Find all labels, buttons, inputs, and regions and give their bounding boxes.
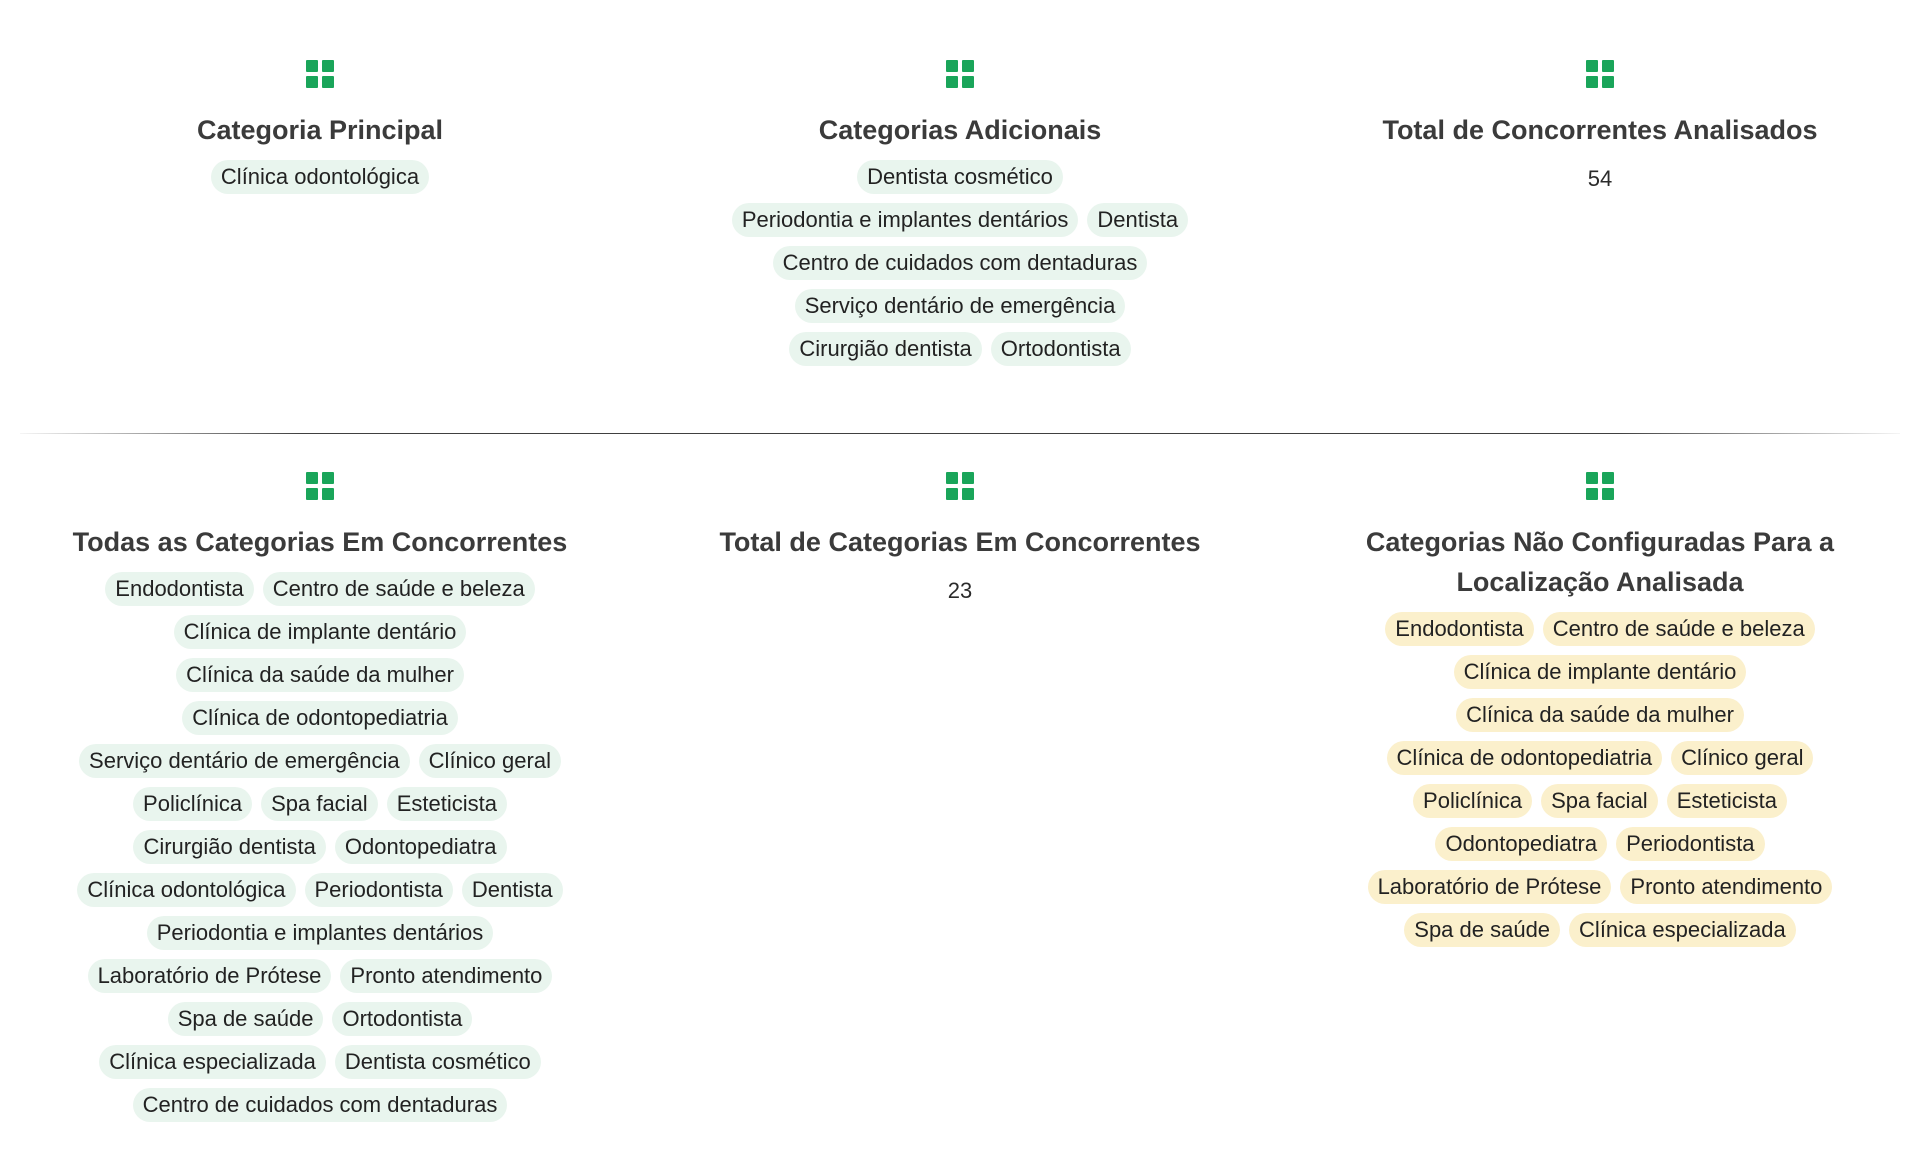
category-tag: Periodontista (1616, 827, 1764, 861)
category-tag: Clínica de implante dentário (174, 615, 467, 649)
card-total-categorias (640, 472, 1280, 1122)
category-tag: Serviço dentário de emergência (79, 744, 410, 778)
category-tag: Dentista cosmético (857, 160, 1063, 194)
category-tag: Spa de saúde (168, 1002, 324, 1036)
category-tag: Serviço dentário de emergência (795, 289, 1126, 323)
category-tag: Cirurgião dentista (133, 830, 325, 864)
grid-icon (946, 472, 974, 500)
card-total-concorrentes (1280, 60, 1920, 366)
category-tag: Clínico geral (419, 744, 561, 778)
category-tag: Laboratório de Prótese (1368, 870, 1612, 904)
category-tag: Esteticista (1667, 784, 1787, 818)
category-tag: Spa de saúde (1404, 913, 1560, 947)
category-tag: Clínica de odontopediatria (1387, 741, 1663, 775)
category-tag: Clínica de implante dentário (1454, 655, 1747, 689)
category-tag: Esteticista (387, 787, 507, 821)
category-tag: Pronto atendimento (1620, 870, 1832, 904)
category-tag: Clínica da saúde da mulher (176, 658, 464, 692)
grid-icon (306, 472, 334, 500)
tag-list (161, 160, 479, 194)
category-tag: Periodontia e implantes dentários (732, 203, 1079, 237)
card-title: Categorias Não Configuradas Para a Localização Analisada (1365, 527, 1835, 597)
bottom-row (0, 472, 1920, 1122)
category-tag: Endodontista (105, 572, 253, 606)
grid-icon (306, 60, 334, 88)
category-tag: Ortodontista (991, 332, 1131, 366)
category-tag: Clínica especializada (99, 1045, 326, 1079)
category-tag: Clínica especializada (1569, 913, 1796, 947)
category-tag: Laboratório de Prótese (88, 959, 332, 993)
category-tag: Centro de saúde e beleza (1543, 612, 1815, 646)
tag-list (640, 160, 1280, 366)
grid-icon (946, 60, 974, 88)
category-tag: Centro de cuidados com dentaduras (773, 246, 1148, 280)
section-divider (20, 433, 1900, 434)
category-tag: Pronto atendimento (340, 959, 552, 993)
category-tag: Clínico geral (1671, 741, 1813, 775)
card-todas-categorias (0, 472, 640, 1122)
category-tag: Periodontia e implantes dentários (147, 916, 494, 950)
card-title: Categorias Adicionais (818, 115, 1102, 145)
category-tag: Centro de saúde e beleza (263, 572, 535, 606)
category-tag: Odontopediatra (335, 830, 507, 864)
grid-icon (1586, 472, 1614, 500)
category-tag: Clínica de odontopediatria (182, 701, 458, 735)
grid-icon (1586, 60, 1614, 88)
category-tag: Periodontista (305, 873, 453, 907)
category-tag: Odontopediatra (1435, 827, 1607, 861)
card-title: Todas as Categorias Em Concorrentes (72, 527, 568, 557)
category-tag: Dentista (1087, 203, 1188, 237)
total-categories-value: 23 (947, 578, 973, 603)
category-tag: Dentista (462, 873, 563, 907)
total-competitors-value: 54 (1587, 166, 1613, 191)
card-categorias-adicionais (640, 60, 1280, 366)
category-tag: Policlínica (1413, 784, 1532, 818)
top-row (0, 60, 1920, 366)
category-tag: Ortodontista (332, 1002, 472, 1036)
card-title: Total de Concorrentes Analisados (1382, 115, 1818, 145)
card-nao-configuradas (1280, 472, 1920, 1122)
card-title: Categoria Principal (196, 115, 444, 145)
tag-list (0, 572, 640, 1122)
category-tag: Clínica odontológica (211, 160, 429, 194)
category-tag: Spa facial (1541, 784, 1658, 818)
category-tag: Clínica odontológica (77, 873, 295, 907)
category-tag: Spa facial (261, 787, 378, 821)
category-tag: Dentista cosmético (335, 1045, 541, 1079)
category-tag: Clínica da saúde da mulher (1456, 698, 1744, 732)
category-tag: Policlínica (133, 787, 252, 821)
card-categoria-principal (0, 60, 640, 366)
tag-list (1280, 612, 1920, 947)
card-title: Total de Categorias Em Concorrentes (719, 527, 1201, 557)
category-tag: Cirurgião dentista (789, 332, 981, 366)
category-tag: Centro de cuidados com dentaduras (133, 1088, 508, 1122)
category-tag: Endodontista (1385, 612, 1533, 646)
